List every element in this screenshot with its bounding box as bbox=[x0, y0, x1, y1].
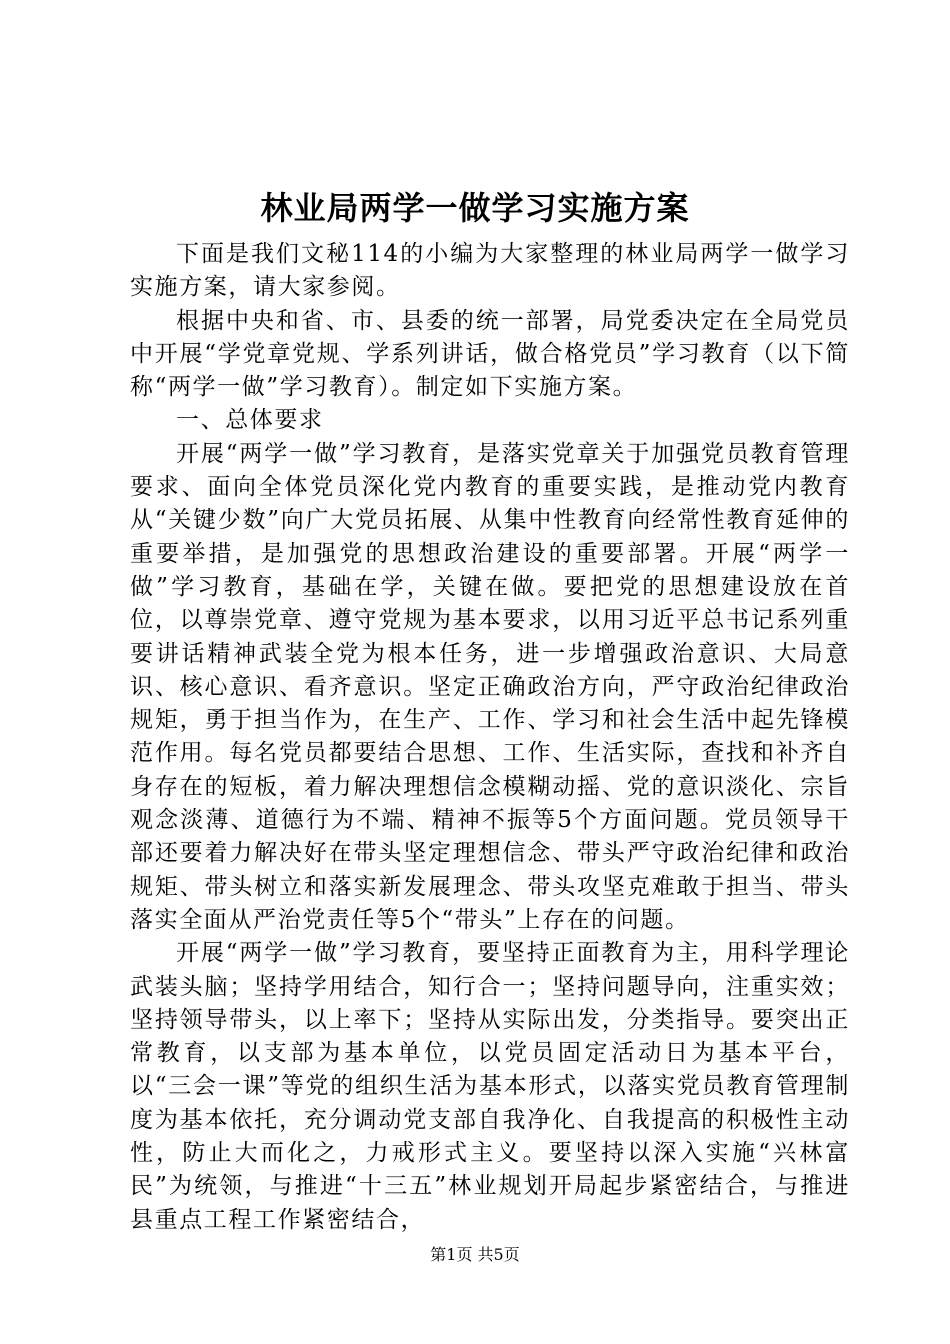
background-paragraph: 根据中央和省、市、县委的统一部署，局党委决定在全局党员中开展“学党章党规、学系列讲话，做合格党员”学习教育（以下简称“两学一做”学习教育）。制定如下实施方案。 bbox=[130, 307, 850, 401]
document-title: 林业局两学一做学习实施方案 bbox=[260, 189, 690, 227]
body-paragraph: 开展“两学一做”学习教育，要坚持正面教育为主，用科学理论武装头脑；坚持学用结合，知行合一；坚持问题导向，注重实效；坚持领导带头，以上率下；坚持从实际出发，分类指导。要突出正常教育，以支部为基本单位，以党员固定活动日为基本平台，以“三会一课”等党的组织生活为基本形式，以落实党员教育管理制度为基本依托，充分调动党支部自我净化、自我提高的积极性主动性，防止大而化之，力戒形式主义。要坚持以深入实施“兴林富民”为统领，与推进“十三五”林业规划开局起步紧密结合，与推进县重点工程工作紧密结合， bbox=[130, 940, 850, 1233]
body-paragraph: 开展“两学一做”学习教育，是落实党章关于加强党员教育管理要求、面向全体党员深化党内教育的重要实践，是推动党内教育从“关键少数”向广大党员拓展、从集中性教育向经常性教育延伸的重要举措，是加强党的思想政治建设的重要部署。开展“两学一做”学习教育，基础在学，关键在做。要把党的思想建设放在首位，以尊崇党章、遵守党规为基本要求，以用习近平总书记系列重要讲话精神武装全党为根本任务，进一步增强政治意识、大局意识、核心意识、看齐意识。坚定正确政治方向，严守政治纪律政治规矩，勇于担当作为，在生产、工作、学习和社会生活中起先锋模范作用。每名党员都要结合思想、工作、生活实际，查找和补齐自身存在的短板，着力解决理想信念模糊动摇、党的意识淡化、宗旨观念淡薄、道德行为不端、精神不振等5个方面问题。党员领导干部还要着力解决好在带头坚定理想信念、带头严守政治纪律和政治规矩、带头树立和落实新发展理念、带头攻坚克难敢于担当、带头落实全面从严治党责任等5个“带头”上存在的问题。 bbox=[130, 440, 850, 933]
page-footer: 第1页 共5页 bbox=[430, 1245, 520, 1264]
section-heading: 一、总体要求 bbox=[176, 407, 324, 434]
intro-paragraph: 下面是我们文秘114的小编为大家整理的林业局两学一做学习实施方案，请大家参阅。 bbox=[130, 241, 850, 301]
document-body bbox=[130, 238, 850, 1237]
